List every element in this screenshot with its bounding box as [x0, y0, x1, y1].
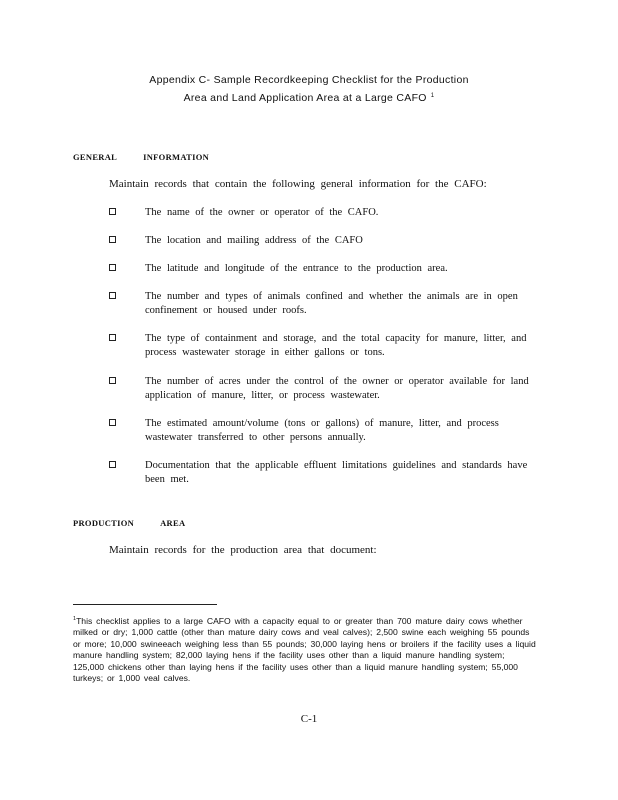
checkbox-icon[interactable] — [109, 377, 116, 384]
page-number: C-1 — [300, 713, 318, 725]
title-footnote-mark: 1 — [430, 92, 435, 99]
heading-word: INFORMATION — [143, 152, 210, 162]
production-intro-text: Maintain records for the production area that document: — [109, 544, 377, 556]
page-title-continued — [0, 92, 618, 104]
production-area-heading — [73, 518, 185, 528]
footnote-separator — [73, 604, 217, 605]
checkbox-icon[interactable] — [109, 334, 116, 341]
heading-word: AREA — [160, 518, 186, 528]
title-line-2: Area and Land Application Area at a Large CAFO — [183, 92, 427, 104]
page-title — [0, 74, 618, 86]
checkbox-icon[interactable] — [109, 264, 116, 271]
checklist-item-text: The type of containment and storage, and the total capacity for manure, litter, and process wastewater storage in either gallons or tons. — [145, 333, 527, 358]
heading-word: GENERAL — [73, 152, 118, 162]
general-intro-text: Maintain records that contain the following general information for the CAFO: — [109, 178, 487, 190]
checklist-item-text: Documentation that the applicable effluent limitations guidelines and standards have been met. — [145, 460, 528, 485]
footnote — [73, 614, 539, 685]
checkbox-icon[interactable] — [109, 461, 116, 468]
checklist-item-text: The name of the owner or operator of the CAFO. — [145, 207, 379, 218]
checklist-item-text: The latitude and longitude of the entrance to the production area. — [145, 263, 448, 274]
checklist-item-text: The estimated amount/volume (tons or gallons) of manure, litter, and process wastewater transferred to other persons annually. — [145, 418, 499, 443]
footnote-text: This checklist applies to a large CAFO with a capacity equal to or greater than 700 mature dairy cows whether milked or dry; 1,000 cattle (other than mature dairy cows and veal calves); 2,500 swine each weighing 55 pounds or more; 10,000 swineeach weighing less than 55 pounds; 30,000 laying hens or broilers if the facility uses a liquid manure handling system; 82,000 laying hens if the facility uses other than a liquid manure handling system; 125,000 chickens other than laying hens if the facility uses other than a liquid manure handling system; 55,000 turkeys; or 1,000 veal calves. — [73, 615, 536, 684]
checkbox-icon[interactable] — [109, 236, 116, 243]
checkbox-icon[interactable] — [109, 208, 116, 215]
heading-word: PRODUCTION — [73, 518, 135, 528]
title-line-1: Appendix C- Sample Recordkeeping Checklist for the Production — [149, 74, 469, 86]
checklist-item-text: The number and types of animals confined and whether the animals are in open confinement or housed under roofs. — [145, 291, 518, 316]
checkbox-icon[interactable] — [109, 292, 116, 299]
checklist-item-text: The number of acres under the control of the owner or operator available for land application of manure, litter, or process wastewater. — [145, 376, 529, 401]
checkbox-icon[interactable] — [109, 419, 116, 426]
general-information-heading — [73, 152, 209, 162]
footnote-mark: 1 — [73, 616, 77, 622]
checklist-item-text: The location and mailing address of the CAFO — [145, 235, 363, 246]
